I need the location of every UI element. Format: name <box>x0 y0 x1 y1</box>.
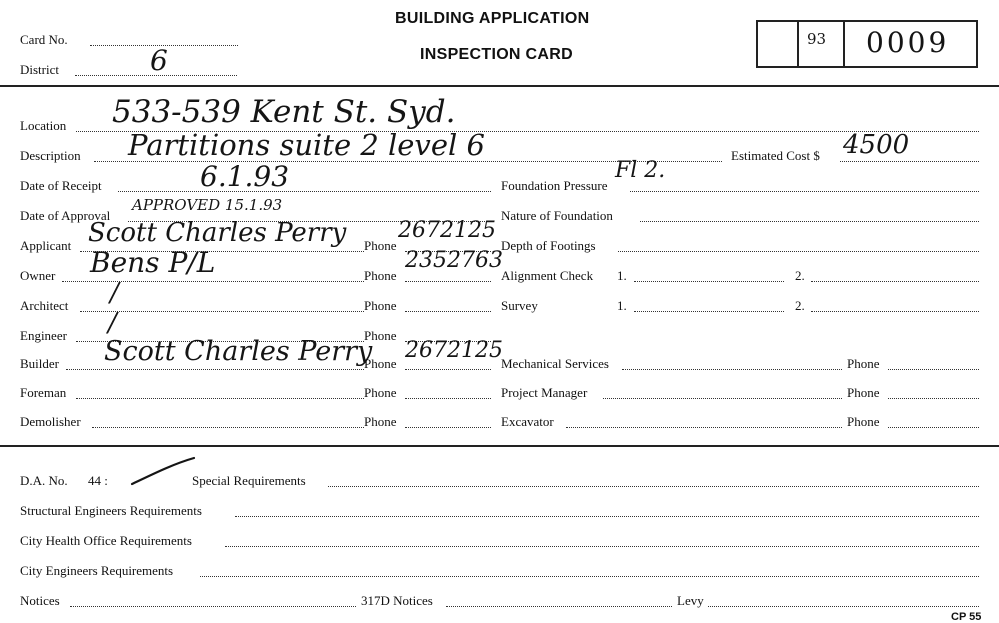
card-year: 93 <box>807 30 827 48</box>
architect-phone-label: Phone <box>364 298 397 313</box>
project-manager-phone-line[interactable] <box>888 398 979 399</box>
notices-317d-line[interactable] <box>446 606 672 607</box>
levy-label: Levy <box>677 593 704 608</box>
special-requirements-label: Special Requirements <box>192 473 306 488</box>
owner-phone-line[interactable] <box>405 281 491 282</box>
demolisher-label: Demolisher <box>20 414 81 429</box>
description-value: Partitions suite 2 level 6 <box>128 128 485 162</box>
district-value: 6 <box>150 44 168 77</box>
architect-phone-line[interactable] <box>405 311 491 312</box>
foreman-label: Foreman <box>20 385 67 400</box>
structural-requirements-line[interactable] <box>235 516 979 517</box>
form-subtitle: INSPECTION CARD <box>420 46 573 63</box>
excavator-phone-line[interactable] <box>888 427 979 428</box>
nature-of-foundation-line[interactable] <box>640 221 979 222</box>
district-label: District <box>20 62 59 77</box>
applicant-value: Scott Charles Perry <box>88 218 347 248</box>
date-of-approval-label: Date of Approval <box>20 208 111 223</box>
health-requirements-label: City Health Office Requirements <box>20 533 192 548</box>
location-label: Location <box>20 118 67 133</box>
special-requirements-line[interactable] <box>328 486 979 487</box>
structural-requirements-label: Structural Engineers Requirements <box>20 503 202 518</box>
form-title: BUILDING APPLICATION <box>395 10 590 27</box>
applicant-label: Applicant <box>20 238 72 253</box>
date-of-approval-value: APPROVED 15.1.93 <box>132 196 283 214</box>
applicant-phone-value: 2672125 <box>398 218 496 243</box>
builder-value: Scott Charles Perry <box>104 336 373 367</box>
location-value: 533-539 Kent St. Syd. <box>112 94 456 130</box>
city-engineers-requirements-label: City Engineers Requirements <box>20 563 174 578</box>
demolisher-line[interactable] <box>92 427 364 428</box>
foreman-line[interactable] <box>76 398 364 399</box>
mechanical-services-line[interactable] <box>622 369 842 370</box>
da-no-label: D.A. No. <box>20 473 68 488</box>
alignment-check-1-line[interactable] <box>634 281 784 282</box>
demolisher-phone-label: Phone <box>364 414 397 429</box>
architect-label: Architect <box>20 298 69 313</box>
alignment-check-2: 2. <box>795 268 805 283</box>
foundation-pressure-line[interactable] <box>630 191 979 192</box>
alignment-check-label: Alignment Check <box>501 268 594 283</box>
notices-317d-label: 317D Notices <box>361 593 433 608</box>
excavator-label: Excavator <box>501 414 554 429</box>
form-code: CP 55 <box>951 611 982 623</box>
foreman-phone-label: Phone <box>364 385 397 400</box>
nature-of-foundation-label: Nature of Foundation <box>501 208 613 223</box>
mechanical-services-label: Mechanical Services <box>501 356 609 371</box>
builder-phone-label: Phone <box>364 356 397 371</box>
mechanical-services-phone-label: Phone <box>847 356 880 371</box>
foreman-phone-line[interactable] <box>405 398 491 399</box>
da-no-prefix: 44 : <box>88 473 108 488</box>
owner-line[interactable] <box>62 281 364 282</box>
architect-value: / <box>110 278 119 308</box>
project-manager-phone-label: Phone <box>847 385 880 400</box>
alignment-check-2-line[interactable] <box>811 281 979 282</box>
date-of-receipt-line[interactable] <box>118 191 491 192</box>
card-number-divider-2 <box>843 20 845 68</box>
levy-line[interactable] <box>708 606 979 607</box>
notices-label: Notices <box>20 593 60 608</box>
engineer-phone-label: Phone <box>364 328 397 343</box>
city-engineers-requirements-line[interactable] <box>200 576 979 577</box>
project-manager-label: Project Manager <box>501 385 588 400</box>
owner-phone-label: Phone <box>364 268 397 283</box>
engineer-label: Engineer <box>20 328 67 343</box>
excavator-line[interactable] <box>566 427 842 428</box>
builder-line[interactable] <box>66 369 364 370</box>
estimated-cost-value: 4500 <box>843 130 910 160</box>
header-rule <box>0 85 999 87</box>
depth-of-footings-label: Depth of Footings <box>501 238 596 253</box>
excavator-phone-label: Phone <box>847 414 880 429</box>
applicant-phone-label: Phone <box>364 238 397 253</box>
description-label: Description <box>20 148 81 163</box>
project-manager-line[interactable] <box>603 398 842 399</box>
survey-label: Survey <box>501 298 538 313</box>
health-requirements-line[interactable] <box>225 546 979 547</box>
engineer-value: / <box>108 308 117 338</box>
card-no-label: Card No. <box>20 32 68 47</box>
survey-1-line[interactable] <box>634 311 784 312</box>
description-value-2: Fl 2. <box>615 158 666 183</box>
survey-2: 2. <box>795 298 805 313</box>
foundation-pressure-label: Foundation Pressure <box>501 178 608 193</box>
owner-label: Owner <box>20 268 56 283</box>
date-of-receipt-label: Date of Receipt <box>20 178 102 193</box>
depth-of-footings-line[interactable] <box>618 251 979 252</box>
card-number-divider-1 <box>797 20 799 68</box>
card-number: 0009 <box>866 26 950 59</box>
owner-value: Bens P/L <box>90 246 216 279</box>
alignment-check-1: 1. <box>617 268 627 283</box>
builder-label: Builder <box>20 356 59 371</box>
da-no-dash-mark <box>128 454 198 488</box>
survey-1: 1. <box>617 298 627 313</box>
survey-2-line[interactable] <box>811 311 979 312</box>
mechanical-services-phone-line[interactable] <box>888 369 979 370</box>
builder-phone-line[interactable] <box>405 369 491 370</box>
demolisher-phone-line[interactable] <box>405 427 491 428</box>
date-of-receipt-value: 6.1.93 <box>200 160 290 193</box>
estimated-cost-label: Estimated Cost $ <box>731 148 820 163</box>
section-rule <box>0 445 999 447</box>
owner-phone-value: 2352763 <box>405 248 503 273</box>
notices-line[interactable] <box>70 606 356 607</box>
estimated-cost-line[interactable] <box>840 161 979 162</box>
architect-line[interactable] <box>80 311 364 312</box>
builder-phone-value: 2672125 <box>405 338 503 363</box>
